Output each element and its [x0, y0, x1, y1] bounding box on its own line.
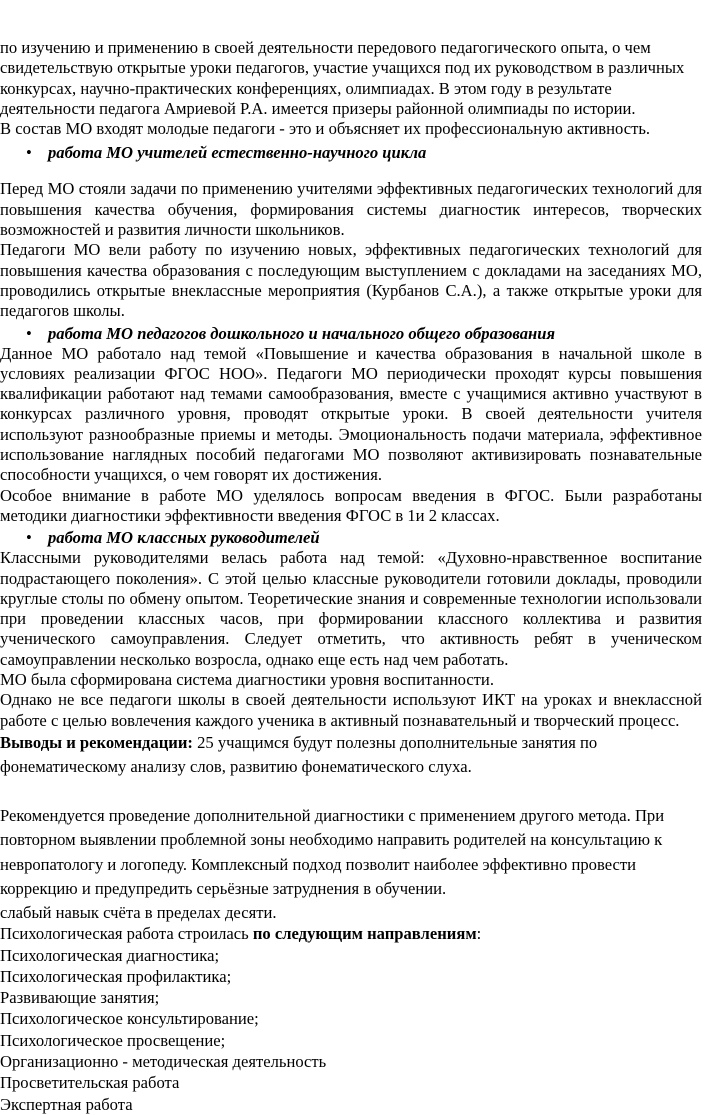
section-heading-text: работа МО педагогов дошкольного и начального общего образования [48, 323, 555, 343]
conclusions-paragraph [0, 731, 702, 780]
psych-intro-bold: по следующим направлениям [252, 924, 477, 944]
recommendation-paragraph: Рекомендуется проведение дополнительной диагностики с применением другого метода. При повторном выявлении проблемной зоны необходимо направить родителей на консультацию к невропатологу и логопеду. Комплексный подход позволит наиболее эффективно провести коррекцию и предупредить серьёзные затруднения в обучении. [0, 805, 665, 899]
direction-item: Просветительская работа [0, 1073, 180, 1093]
weak-skill-line: слабый навык счёта в пределах десяти. [0, 902, 277, 922]
class-teachers-paragraph-2: МО была сформирована система диагностики уровня воспитанности. [0, 670, 494, 690]
document-page [0, 38, 702, 1115]
psych-intro-line [0, 923, 702, 944]
intro-paragraph: по изучению и применению в своей деятельности передового педагогического опыта, о чем свидетельствую открытые уроки педагогов, участие учащихся под их руководством в различных конкурсах, научно-практических конференциях, олимпиадах. В этом году в результате деятельности педагога Амриевой Р.А. имеется призеры районной олимпиады по истории. [0, 38, 685, 118]
bullet-icon: • [26, 143, 32, 163]
bullet-icon: • [26, 323, 32, 343]
science-paragraph-1: Перед МО стояли задачи по применению учителями эффективных педагогических технологий для повышения качества обучения, формирования системы диагностик интересов, творческих возможностей и развития личности школьников. [0, 179, 702, 240]
science-paragraph-2: Педагоги МО вели работу по изучению новых, эффективных педагогических технологий для повышения качества образования с последующим выступлением с докладами на заседаниях МО, проводились открытые внеклассные мероприятия (Курбанов С.А.), а также открытые уроки для педагогов школы. [0, 240, 702, 321]
young-teachers-paragraph: В состав МО входят молодые педагоги - это и объясняет их профессиональную активность. [0, 119, 651, 139]
primary-paragraph-2: Особое внимание в работе МО уделялось вопросам введения в ФГОС. Были разработаны методики диагностики эффективности введения ФГОС в 1и 2 классах. [0, 485, 702, 525]
directions-list [0, 945, 702, 1115]
direction-item: Психологическая диагностика; [0, 945, 220, 965]
section-heading-class-teachers [0, 527, 702, 548]
class-teachers-paragraph-1: Классными руководителями велась работа над темой: «Духовно-нравственное воспитание подрастающего поколения». С этой целью классные руководители готовили доклады, проводили круглые столы по обмену опытом. Теоретические знания и современные технологии использовали при проведении классных часов, при формировании классного коллектива и развития ученического самоуправления. Следует отметить, что активность ребят в ученическом самоуправлении несколько возросла, однако еще есть над чем работать. [0, 548, 702, 669]
conclusions-text: 25 учащимся будут полезны дополнительные занятия по фонематическому анализу слов, развитию фонематического слуха. [0, 732, 598, 777]
direction-item: Психологическая профилактика; [0, 966, 232, 986]
direction-item: Организационно - методическая деятельность [0, 1051, 327, 1071]
direction-item: Психологическое просвещение; [0, 1030, 226, 1050]
section-heading-science [0, 142, 702, 163]
direction-item: Экспертная работа [0, 1094, 133, 1114]
bullet-icon: • [26, 528, 32, 548]
primary-paragraph-1: Данное МО работало над темой «Повышение и качества образования в начальной школе в условиях реализации ФГОС НОО». Педагоги МО периодически проходят курсы повышения квалификации работают над темами самообразования, вместе с учащимися активно участвуют в конкурсах различного уровня, проводят открытые уроки. В своей деятельности учителя используют разнообразные приемы и методы. Эмоциональность подачи материала, эффективное использование наглядных пособий педагогами МО позволяют активизировать познавательные способности учащихся, о чем говорят их достижения. [0, 343, 702, 485]
psych-intro-text: Психологическая работа строилась [0, 924, 253, 944]
psych-intro-colon: : [476, 924, 482, 944]
section-heading-primary [0, 323, 702, 344]
conclusions-label: Выводы и рекомендации: [0, 732, 193, 752]
section-heading-text: работа МО учителей естественно-научного цикла [48, 143, 427, 163]
direction-item: Развивающие занятия; [0, 988, 160, 1008]
direction-item: Психологическое консультирование; [0, 1009, 259, 1029]
section-heading-text: работа МО классных руководителей [48, 528, 320, 548]
ict-paragraph: Однако не все педагоги школы в своей деятельности используют ИКТ на уроках и внеклассной работе с целью вовлечения каждого ученика в активный познавательный и творческий процесс. [0, 690, 702, 730]
